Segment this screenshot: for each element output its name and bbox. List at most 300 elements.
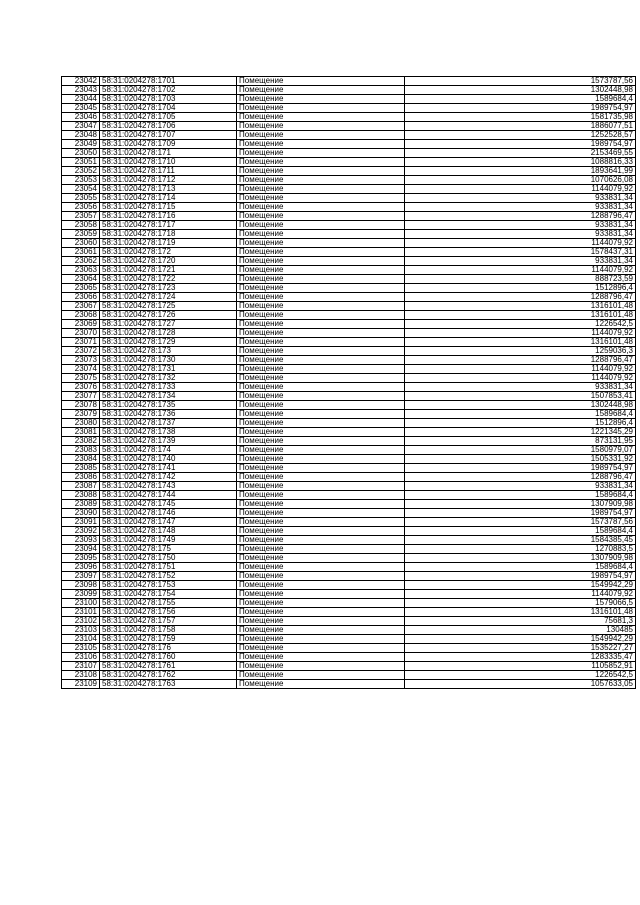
object-type-cell: Помещение xyxy=(237,149,405,158)
cadastral-value-cell: 1579066,5 xyxy=(405,599,636,608)
cadastral-number-cell: 58:31:0204278:1763 xyxy=(100,680,237,689)
cadastral-value-cell: 1105852,91 xyxy=(405,662,636,671)
object-type-cell: Помещение xyxy=(237,608,405,617)
row-number-cell: 23061 xyxy=(62,248,100,257)
object-type-cell: Помещение xyxy=(237,167,405,176)
cadastral-value-cell: 1584385,45 xyxy=(405,536,636,545)
cadastral-number-cell: 58:31:0204278:1753 xyxy=(100,581,237,590)
object-type-cell: Помещение xyxy=(237,554,405,563)
object-type-cell: Помещение xyxy=(237,302,405,311)
cadastral-number-cell: 58:31:0204278:1712 xyxy=(100,176,237,185)
cadastral-number-cell: 58:31:0204278:1762 xyxy=(100,671,237,680)
object-type-cell: Помещение xyxy=(237,464,405,473)
object-type-cell: Помещение xyxy=(237,239,405,248)
cadastral-value-cell: 1589684,4 xyxy=(405,491,636,500)
table-row xyxy=(62,671,636,680)
row-number-cell: 23086 xyxy=(62,473,100,482)
object-type-cell: Помещение xyxy=(237,86,405,95)
cadastral-number-cell: 58:31:0204278:1733 xyxy=(100,383,237,392)
table-row xyxy=(62,104,636,113)
row-number-cell: 23090 xyxy=(62,509,100,518)
cadastral-value-cell: 873131,95 xyxy=(405,437,636,446)
row-number-cell: 23053 xyxy=(62,176,100,185)
table-row xyxy=(62,284,636,293)
table-row xyxy=(62,329,636,338)
row-number-cell: 23062 xyxy=(62,257,100,266)
table-row xyxy=(62,257,636,266)
row-number-cell: 23082 xyxy=(62,437,100,446)
object-type-cell: Помещение xyxy=(237,572,405,581)
row-number-cell: 23042 xyxy=(62,77,100,86)
object-type-cell: Помещение xyxy=(237,644,405,653)
object-type-cell: Помещение xyxy=(237,131,405,140)
table-row xyxy=(62,536,636,545)
cadastral-number-cell: 58:31:0204278:1718 xyxy=(100,230,237,239)
cadastral-number-cell: 58:31:0204278:1751 xyxy=(100,563,237,572)
cadastral-value-cell: 1549942,29 xyxy=(405,581,636,590)
cadastral-number-cell: 58:31:0204278:176 xyxy=(100,644,237,653)
cadastral-number-cell: 58:31:0204278:1717 xyxy=(100,221,237,230)
row-number-cell: 23075 xyxy=(62,374,100,383)
object-type-cell: Помещение xyxy=(237,194,405,203)
cadastral-number-cell: 58:31:0204278:1748 xyxy=(100,527,237,536)
cadastral-value-cell: 933831,34 xyxy=(405,194,636,203)
table-row xyxy=(62,293,636,302)
cadastral-number-cell: 58:31:0204278:1758 xyxy=(100,626,237,635)
cadastral-number-cell: 58:31:0204278:1705 xyxy=(100,113,237,122)
object-type-cell: Помещение xyxy=(237,176,405,185)
table-row xyxy=(62,410,636,419)
cadastral-value-cell: 1226542,5 xyxy=(405,671,636,680)
table-row xyxy=(62,500,636,509)
row-number-cell: 23107 xyxy=(62,662,100,671)
table-row xyxy=(62,662,636,671)
row-number-cell: 23050 xyxy=(62,149,100,158)
object-type-cell: Помещение xyxy=(237,545,405,554)
object-type-cell: Помещение xyxy=(237,95,405,104)
table-row xyxy=(62,554,636,563)
cadastral-value-cell: 75681,3 xyxy=(405,617,636,626)
object-type-cell: Помещение xyxy=(237,122,405,131)
cadastral-value-cell: 1512896,4 xyxy=(405,419,636,428)
object-type-cell: Помещение xyxy=(237,455,405,464)
cadastral-value-cell: 1989754,97 xyxy=(405,104,636,113)
cadastral-number-cell: 58:31:0204278:1727 xyxy=(100,320,237,329)
cadastral-number-cell: 58:31:0204278:1750 xyxy=(100,554,237,563)
cadastral-value-cell: 1226542,5 xyxy=(405,320,636,329)
cadastral-value-cell: 1989754,97 xyxy=(405,509,636,518)
row-number-cell: 23069 xyxy=(62,320,100,329)
cadastral-number-cell: 58:31:0204278:1714 xyxy=(100,194,237,203)
row-number-cell: 23048 xyxy=(62,131,100,140)
table-row xyxy=(62,644,636,653)
cadastral-number-cell: 58:31:0204278:1720 xyxy=(100,257,237,266)
cadastral-number-cell: 58:31:0204278:1742 xyxy=(100,473,237,482)
row-number-cell: 23071 xyxy=(62,338,100,347)
cadastral-number-cell: 58:31:0204278:1726 xyxy=(100,311,237,320)
cadastral-number-cell: 58:31:0204278:1759 xyxy=(100,635,237,644)
cadastral-number-cell: 58:31:0204278:1719 xyxy=(100,239,237,248)
row-number-cell: 23072 xyxy=(62,347,100,356)
cadastral-number-cell: 58:31:0204278:1747 xyxy=(100,518,237,527)
cadastral-number-cell: 58:31:0204278:1749 xyxy=(100,536,237,545)
table-row xyxy=(62,113,636,122)
cadastral-table xyxy=(61,76,636,689)
row-number-cell: 23076 xyxy=(62,383,100,392)
row-number-cell: 23052 xyxy=(62,167,100,176)
cadastral-value-cell: 1252528,57 xyxy=(405,131,636,140)
cadastral-value-cell: 1989754,97 xyxy=(405,572,636,581)
cadastral-number-cell: 58:31:0204278:1744 xyxy=(100,491,237,500)
table-row xyxy=(62,563,636,572)
cadastral-number-cell: 58:31:0204278:175 xyxy=(100,545,237,554)
cadastral-value-cell: 1259036,3 xyxy=(405,347,636,356)
object-type-cell: Помещение xyxy=(237,437,405,446)
table-row xyxy=(62,347,636,356)
row-number-cell: 23047 xyxy=(62,122,100,131)
object-type-cell: Помещение xyxy=(237,329,405,338)
object-type-cell: Помещение xyxy=(237,221,405,230)
cadastral-number-cell: 58:31:0204278:1722 xyxy=(100,275,237,284)
cadastral-number-cell: 58:31:0204278:1704 xyxy=(100,104,237,113)
table-row xyxy=(62,527,636,536)
row-number-cell: 23054 xyxy=(62,185,100,194)
table-row xyxy=(62,356,636,365)
object-type-cell: Помещение xyxy=(237,212,405,221)
cadastral-number-cell: 58:31:0204278:1761 xyxy=(100,662,237,671)
table-body xyxy=(62,77,636,689)
row-number-cell: 23103 xyxy=(62,626,100,635)
table-row xyxy=(62,266,636,275)
table-row xyxy=(62,203,636,212)
table-row xyxy=(62,455,636,464)
table-row xyxy=(62,428,636,437)
row-number-cell: 23083 xyxy=(62,446,100,455)
row-number-cell: 23063 xyxy=(62,266,100,275)
object-type-cell: Помещение xyxy=(237,275,405,284)
row-number-cell: 23084 xyxy=(62,455,100,464)
object-type-cell: Помещение xyxy=(237,365,405,374)
row-number-cell: 23104 xyxy=(62,635,100,644)
object-type-cell: Помещение xyxy=(237,104,405,113)
object-type-cell: Помещение xyxy=(237,401,405,410)
row-number-cell: 23087 xyxy=(62,482,100,491)
row-number-cell: 23058 xyxy=(62,221,100,230)
cadastral-value-cell: 1270883,5 xyxy=(405,545,636,554)
cadastral-value-cell: 1989754,97 xyxy=(405,464,636,473)
object-type-cell: Помещение xyxy=(237,320,405,329)
table-row xyxy=(62,221,636,230)
cadastral-number-cell: 58:31:0204278:174 xyxy=(100,446,237,455)
object-type-cell: Помещение xyxy=(237,671,405,680)
table-row xyxy=(62,374,636,383)
table-row xyxy=(62,572,636,581)
table-row xyxy=(62,131,636,140)
cadastral-number-cell: 58:31:0204278:1701 xyxy=(100,77,237,86)
object-type-cell: Помещение xyxy=(237,77,405,86)
object-type-cell: Помещение xyxy=(237,311,405,320)
row-number-cell: 23098 xyxy=(62,581,100,590)
row-number-cell: 23060 xyxy=(62,239,100,248)
table-row xyxy=(62,446,636,455)
cadastral-number-cell: 58:31:0204278:172 xyxy=(100,248,237,257)
object-type-cell: Помещение xyxy=(237,428,405,437)
cadastral-value-cell: 1302448,98 xyxy=(405,86,636,95)
cadastral-value-cell: 1302448,98 xyxy=(405,401,636,410)
row-number-cell: 23044 xyxy=(62,95,100,104)
object-type-cell: Помещение xyxy=(237,383,405,392)
cadastral-value-cell: 1589684,4 xyxy=(405,410,636,419)
cadastral-value-cell: 1307909,98 xyxy=(405,554,636,563)
cadastral-number-cell: 58:31:0204278:1745 xyxy=(100,500,237,509)
cadastral-value-cell: 1057633,05 xyxy=(405,680,636,689)
table-row xyxy=(62,338,636,347)
table-row xyxy=(62,158,636,167)
cadastral-number-cell: 58:31:0204278:1725 xyxy=(100,302,237,311)
cadastral-value-cell: 1589684,4 xyxy=(405,527,636,536)
cadastral-number-cell: 58:31:0204278:1738 xyxy=(100,428,237,437)
table-row xyxy=(62,239,636,248)
cadastral-value-cell: 1316101,48 xyxy=(405,302,636,311)
cadastral-number-cell: 58:31:0204278:1746 xyxy=(100,509,237,518)
object-type-cell: Помещение xyxy=(237,392,405,401)
cadastral-value-cell: 1578437,31 xyxy=(405,248,636,257)
table-row xyxy=(62,383,636,392)
cadastral-value-cell: 1144079,92 xyxy=(405,329,636,338)
object-type-cell: Помещение xyxy=(237,653,405,662)
table-row xyxy=(62,626,636,635)
cadastral-value-cell: 130485 xyxy=(405,626,636,635)
row-number-cell: 23065 xyxy=(62,284,100,293)
object-type-cell: Помещение xyxy=(237,491,405,500)
row-number-cell: 23056 xyxy=(62,203,100,212)
row-number-cell: 23085 xyxy=(62,464,100,473)
cadastral-value-cell: 1288796,47 xyxy=(405,212,636,221)
cadastral-value-cell: 933831,34 xyxy=(405,203,636,212)
cadastral-number-cell: 58:31:0204278:1702 xyxy=(100,86,237,95)
cadastral-number-cell: 58:31:0204278:1710 xyxy=(100,158,237,167)
table-row xyxy=(62,392,636,401)
table-row xyxy=(62,635,636,644)
cadastral-value-cell: 1144079,92 xyxy=(405,266,636,275)
row-number-cell: 23045 xyxy=(62,104,100,113)
table-row xyxy=(62,248,636,257)
row-number-cell: 23080 xyxy=(62,419,100,428)
cadastral-value-cell: 1316101,48 xyxy=(405,311,636,320)
cadastral-value-cell: 1507853,41 xyxy=(405,392,636,401)
cadastral-value-cell: 888723,59 xyxy=(405,275,636,284)
cadastral-value-cell: 933831,34 xyxy=(405,383,636,392)
table-row xyxy=(62,230,636,239)
cadastral-value-cell: 1512896,4 xyxy=(405,284,636,293)
row-number-cell: 23077 xyxy=(62,392,100,401)
cadastral-value-cell: 1144079,92 xyxy=(405,590,636,599)
row-number-cell: 23081 xyxy=(62,428,100,437)
cadastral-number-cell: 58:31:0204278:1730 xyxy=(100,356,237,365)
cadastral-value-cell: 1573787,56 xyxy=(405,518,636,527)
row-number-cell: 23099 xyxy=(62,590,100,599)
row-number-cell: 23073 xyxy=(62,356,100,365)
table-row xyxy=(62,599,636,608)
table-row xyxy=(62,185,636,194)
cadastral-value-cell: 1549942,29 xyxy=(405,635,636,644)
object-type-cell: Помещение xyxy=(237,662,405,671)
row-number-cell: 23102 xyxy=(62,617,100,626)
row-number-cell: 23049 xyxy=(62,140,100,149)
object-type-cell: Помещение xyxy=(237,230,405,239)
cadastral-value-cell: 1288796,47 xyxy=(405,293,636,302)
cadastral-value-cell: 1989754,97 xyxy=(405,140,636,149)
cadastral-value-cell: 1144079,92 xyxy=(405,239,636,248)
table-row xyxy=(62,275,636,284)
row-number-cell: 23055 xyxy=(62,194,100,203)
table-row xyxy=(62,464,636,473)
row-number-cell: 23068 xyxy=(62,311,100,320)
object-type-cell: Помещение xyxy=(237,140,405,149)
row-number-cell: 23046 xyxy=(62,113,100,122)
cadastral-number-cell: 58:31:0204278:1756 xyxy=(100,608,237,617)
object-type-cell: Помещение xyxy=(237,599,405,608)
cadastral-number-cell: 58:31:0204278:1709 xyxy=(100,140,237,149)
cadastral-value-cell: 1589684,4 xyxy=(405,563,636,572)
cadastral-value-cell: 1221345,29 xyxy=(405,428,636,437)
object-type-cell: Помещение xyxy=(237,527,405,536)
cadastral-number-cell: 58:31:0204278:1735 xyxy=(100,401,237,410)
object-type-cell: Помещение xyxy=(237,581,405,590)
cadastral-value-cell: 1316101,48 xyxy=(405,338,636,347)
table-row xyxy=(62,509,636,518)
object-type-cell: Помещение xyxy=(237,590,405,599)
cadastral-number-cell: 58:31:0204278:1707 xyxy=(100,131,237,140)
row-number-cell: 23109 xyxy=(62,680,100,689)
cadastral-number-cell: 58:31:0204278:1703 xyxy=(100,95,237,104)
table-row xyxy=(62,680,636,689)
cadastral-value-cell: 1144079,92 xyxy=(405,185,636,194)
object-type-cell: Помещение xyxy=(237,374,405,383)
table-row xyxy=(62,311,636,320)
cadastral-number-cell: 58:31:0204278:1736 xyxy=(100,410,237,419)
cadastral-value-cell: 2153469,55 xyxy=(405,149,636,158)
cadastral-value-cell: 933831,34 xyxy=(405,257,636,266)
object-type-cell: Помещение xyxy=(237,563,405,572)
row-number-cell: 23088 xyxy=(62,491,100,500)
row-number-cell: 23078 xyxy=(62,401,100,410)
cadastral-number-cell: 58:31:0204278:1729 xyxy=(100,338,237,347)
table-row xyxy=(62,95,636,104)
object-type-cell: Помещение xyxy=(237,419,405,428)
table-row xyxy=(62,365,636,374)
table-row xyxy=(62,320,636,329)
object-type-cell: Помещение xyxy=(237,410,405,419)
object-type-cell: Помещение xyxy=(237,482,405,491)
table-row xyxy=(62,653,636,662)
cadastral-value-cell: 1316101,48 xyxy=(405,608,636,617)
cadastral-number-cell: 58:31:0204278:1715 xyxy=(100,203,237,212)
cadastral-value-cell: 1573787,56 xyxy=(405,77,636,86)
cadastral-value-cell: 1893641,99 xyxy=(405,167,636,176)
row-number-cell: 23108 xyxy=(62,671,100,680)
cadastral-number-cell: 58:31:0204278:1734 xyxy=(100,392,237,401)
row-number-cell: 23105 xyxy=(62,644,100,653)
row-number-cell: 23051 xyxy=(62,158,100,167)
table-row xyxy=(62,491,636,500)
table-row xyxy=(62,473,636,482)
cadastral-number-cell: 58:31:0204278:1721 xyxy=(100,266,237,275)
object-type-cell: Помещение xyxy=(237,518,405,527)
table-row xyxy=(62,437,636,446)
table-row xyxy=(62,608,636,617)
object-type-cell: Помещение xyxy=(237,284,405,293)
object-type-cell: Помещение xyxy=(237,626,405,635)
cadastral-value-cell: 1580979,07 xyxy=(405,446,636,455)
cadastral-number-cell: 58:31:0204278:1716 xyxy=(100,212,237,221)
table-row xyxy=(62,545,636,554)
cadastral-value-cell: 1505331,92 xyxy=(405,455,636,464)
row-number-cell: 23057 xyxy=(62,212,100,221)
cadastral-number-cell: 58:31:0204278:1757 xyxy=(100,617,237,626)
cadastral-value-cell: 1144079,92 xyxy=(405,365,636,374)
row-number-cell: 23094 xyxy=(62,545,100,554)
cadastral-value-cell: 1283335,47 xyxy=(405,653,636,662)
cadastral-number-cell: 58:31:0204278:173 xyxy=(100,347,237,356)
row-number-cell: 23074 xyxy=(62,365,100,374)
cadastral-value-cell: 1886077,51 xyxy=(405,122,636,131)
cadastral-value-cell: 1070626,08 xyxy=(405,176,636,185)
row-number-cell: 23096 xyxy=(62,563,100,572)
row-number-cell: 23070 xyxy=(62,329,100,338)
object-type-cell: Помещение xyxy=(237,257,405,266)
table-row xyxy=(62,122,636,131)
cadastral-value-cell: 1307909,98 xyxy=(405,500,636,509)
row-number-cell: 23106 xyxy=(62,653,100,662)
cadastral-number-cell: 58:31:0204278:1711 xyxy=(100,167,237,176)
object-type-cell: Помещение xyxy=(237,203,405,212)
cadastral-number-cell: 58:31:0204278:1741 xyxy=(100,464,237,473)
cadastral-value-cell: 1144079,92 xyxy=(405,374,636,383)
cadastral-value-cell: 1589684,4 xyxy=(405,95,636,104)
object-type-cell: Помещение xyxy=(237,473,405,482)
cadastral-value-cell: 1288796,47 xyxy=(405,473,636,482)
cadastral-value-cell: 1535227,27 xyxy=(405,644,636,653)
table-row xyxy=(62,140,636,149)
row-number-cell: 23100 xyxy=(62,599,100,608)
table-row xyxy=(62,212,636,221)
row-number-cell: 23097 xyxy=(62,572,100,581)
table-row xyxy=(62,482,636,491)
object-type-cell: Помещение xyxy=(237,185,405,194)
table-row xyxy=(62,176,636,185)
row-number-cell: 23043 xyxy=(62,86,100,95)
cadastral-number-cell: 58:31:0204278:1739 xyxy=(100,437,237,446)
object-type-cell: Помещение xyxy=(237,500,405,509)
table-row xyxy=(62,77,636,86)
object-type-cell: Помещение xyxy=(237,635,405,644)
row-number-cell: 23089 xyxy=(62,500,100,509)
object-type-cell: Помещение xyxy=(237,356,405,365)
table-row xyxy=(62,581,636,590)
table-row xyxy=(62,149,636,158)
row-number-cell: 23079 xyxy=(62,410,100,419)
cadastral-number-cell: 58:31:0204278:1752 xyxy=(100,572,237,581)
table-row xyxy=(62,401,636,410)
object-type-cell: Помещение xyxy=(237,536,405,545)
table-row xyxy=(62,86,636,95)
object-type-cell: Помещение xyxy=(237,248,405,257)
cadastral-value-cell: 1088816,33 xyxy=(405,158,636,167)
cadastral-value-cell: 1288796,47 xyxy=(405,356,636,365)
object-type-cell: Помещение xyxy=(237,446,405,455)
object-type-cell: Помещение xyxy=(237,347,405,356)
